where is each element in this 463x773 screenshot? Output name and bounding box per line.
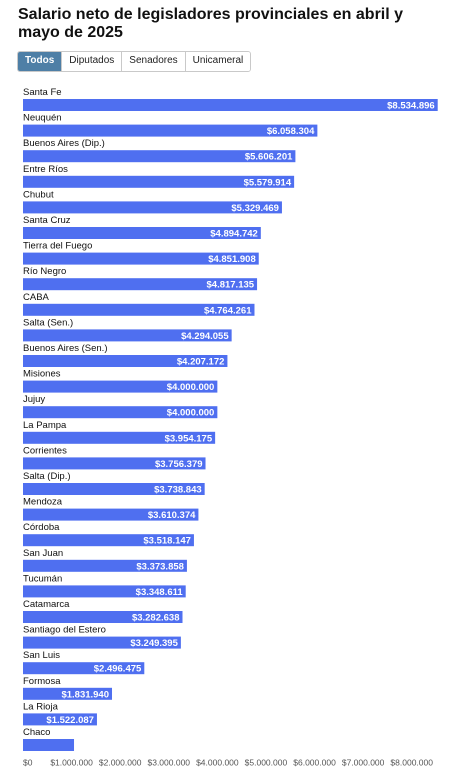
value-label: $3.249.395 [130,638,178,650]
value-label: $4.817.135 [206,279,255,291]
value-label: $5.606.201 [244,151,293,163]
category-label: Córdoba [23,522,60,534]
x-tick-label: $0 [23,757,33,768]
x-tick-label: $5.000.000 [244,757,288,768]
value-label: $3.282.638 [131,612,180,624]
category-label: Salta (Dip.) [23,471,71,482]
value-label: $3.373.858 [136,561,184,573]
value-label: $4.000.000 [166,407,215,419]
value-label: $3.610.374 [147,510,196,522]
x-tick-label: $7.000.000 [341,757,385,768]
x-tick-label: $6.000.000 [293,757,336,768]
value-label: $2.496.475 [93,663,142,675]
category-label: Santiago del Estero [23,624,106,636]
category-label: Santa Cruz [23,215,71,226]
filter-tabs [17,51,251,72]
value-label: $4.851.908 [208,254,256,266]
tab-diputados[interactable]: Diputados [62,52,122,71]
category-label: Buenos Aires (Sen.) [23,343,108,354]
value-label: $6.058.304 [266,126,315,138]
category-label: Formosa [23,675,61,687]
value-label: $1.522.087 [46,714,94,726]
value-label: $3.738.843 [154,484,202,496]
bar[interactable] [23,739,74,751]
value-label: $3.954.175 [164,433,213,445]
x-tick-label: $3.000.000 [147,757,191,768]
value-label: $3.518.147 [143,535,191,547]
category-label: Mendoza [23,496,63,508]
value-label: $5.579.914 [243,177,292,189]
category-label: Santa Fe [23,87,62,98]
category-label: Chubut [23,189,54,201]
category-label: La Pampa [23,419,67,431]
value-label: $3.756.379 [154,458,203,470]
category-label: Chaco [23,727,51,738]
value-label: $4.294.055 [181,330,229,342]
category-label: San Luis [23,650,60,662]
chart-title: Salario neto de legisladores provinciales en abril y mayo de 2025 [18,6,404,41]
value-label: $1.831.940 [61,689,110,701]
category-label: San Juan [23,547,64,559]
value-label: $4.894.742 [210,228,258,240]
x-tick-label: $2.000.000 [98,757,142,768]
category-label: Neuquén [23,112,62,124]
tab-todos[interactable]: Todos [18,52,62,71]
tab-unicameral[interactable]: Unicameral [186,52,251,71]
x-tick-label: $8.000.000 [390,757,433,768]
bar[interactable] [23,99,438,111]
category-label: CABA [23,291,49,303]
category-label: Río Negro [23,266,67,278]
bar-chart [0,80,463,770]
category-label: La Rioja [23,701,58,713]
tab-senadores[interactable]: Senadores [122,52,185,71]
value-label: $4.207.172 [176,356,225,368]
value-label: $3.348.611 [135,586,183,598]
category-label: Jujuy [23,394,46,406]
value-label: $4.764.261 [203,305,252,317]
value-label: $8.534.896 [387,100,435,112]
category-label: Catamarca [23,599,70,610]
category-label: Tierra del Fuego [23,240,93,252]
value-label: $5.329.469 [231,202,279,214]
x-tick-label: $4.000.000 [196,757,239,768]
category-label: Entre Ríos [23,163,68,175]
x-tick-label: $1.000.000 [50,757,93,768]
category-label: Salta (Sen.) [23,317,74,329]
category-label: Buenos Aires (Dip.) [23,138,105,150]
category-label: Misiones [23,368,61,380]
category-label: Corrientes [23,445,67,457]
value-label: $4.000.000 [166,382,215,394]
category-label: Tucumán [23,573,63,585]
